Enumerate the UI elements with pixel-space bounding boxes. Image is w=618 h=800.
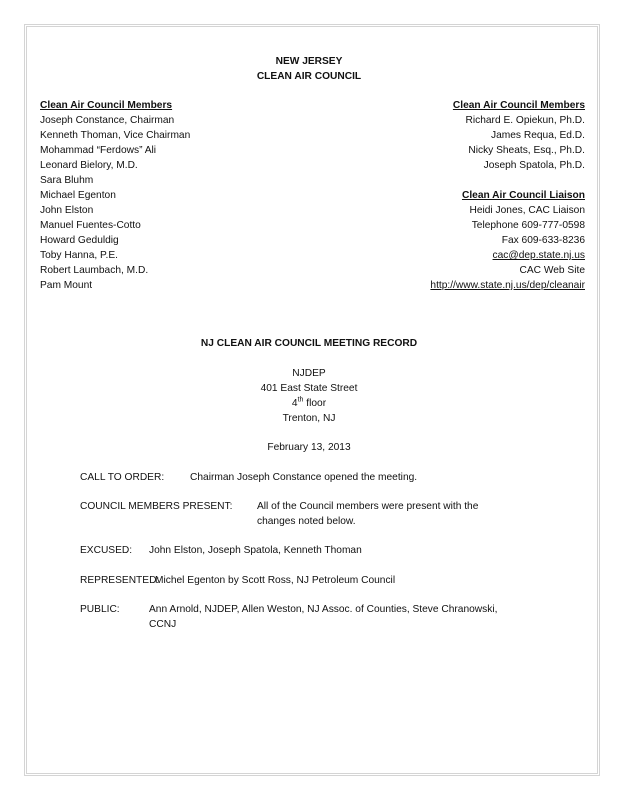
venue-floor: 4th floor [291,396,327,409]
liaison-fax: Fax 609-633-8236 [501,235,585,246]
call-to-order-text: Chairman Joseph Constance opened the meeting. [190,472,418,483]
liaison-name: Heidi Jones, CAC Liaison [469,205,585,216]
member-name: Sara Bluhm [40,175,94,186]
public-text: Ann Arnold, NJDEP, Allen Weston, NJ Assoc. of Counties, Steve Chranowski, [149,604,498,615]
member-name: Joseph Constance, Chairman [40,115,175,126]
member-name: Richard E. Opiekun, Ph.D. [465,115,585,126]
venue-name: NJDEP [292,368,326,379]
present-label: COUNCIL MEMBERS PRESENT: [80,501,233,512]
member-name: Toby Hanna, P.E. [40,250,118,261]
member-name: James Requa, Ed.D. [491,130,585,141]
member-name: Howard Geduldig [40,235,119,246]
member-name: Leonard Bielory, M.D. [40,160,138,171]
liaison-telephone: Telephone 609-777-0598 [471,220,585,231]
member-name: Nicky Sheats, Esq., Ph.D. [468,145,585,156]
header-council: CLEAN AIR COUNCIL [256,71,362,82]
member-name: Kenneth Thoman, Vice Chairman [40,130,191,141]
member-name: Joseph Spatola, Ph.D. [483,160,585,171]
call-to-order-label: CALL TO ORDER: [80,472,165,483]
member-name: Mohammad “Ferdows” Ali [40,145,157,156]
member-name: Michael Egenton [40,190,116,201]
excused-text: John Elston, Joseph Spatola, Kenneth Thoman [149,545,362,556]
meeting-date: February 13, 2013 [267,442,351,453]
excused-label: EXCUSED: [80,545,133,556]
left-members-heading: Clean Air Council Members [40,100,173,111]
meeting-record-title: NJ CLEAN AIR COUNCIL MEETING RECORD [200,338,418,349]
member-name: Robert Laumbach, M.D. [40,265,149,276]
member-name: Manuel Fuentes-Cotto [40,220,141,231]
present-text: changes noted below. [257,516,356,527]
venue-street: 401 East State Street [260,383,358,394]
present-text: All of the Council members were present with the [257,501,479,512]
venue-city: Trenton, NJ [282,413,336,424]
represented-text: Michel Egenton by Scott Ross, NJ Petroleum Council [155,575,396,586]
public-text: CCNJ [149,619,177,630]
header-state: NEW JERSEY [275,56,343,67]
member-name: Pam Mount [40,280,93,291]
website-label: CAC Web Site [519,265,585,276]
represented-label: REPRESENTED: [80,575,160,586]
public-label: PUBLIC: [80,604,120,615]
right-members-heading: Clean Air Council Members [452,100,585,111]
liaison-heading: Clean Air Council Liaison [461,190,585,201]
website-link[interactable]: http://www.state.nj.us/dep/cleanair [430,280,585,291]
member-name: John Elston [40,205,94,216]
liaison-email-link[interactable]: cac@dep.state.nj.us [492,250,585,261]
